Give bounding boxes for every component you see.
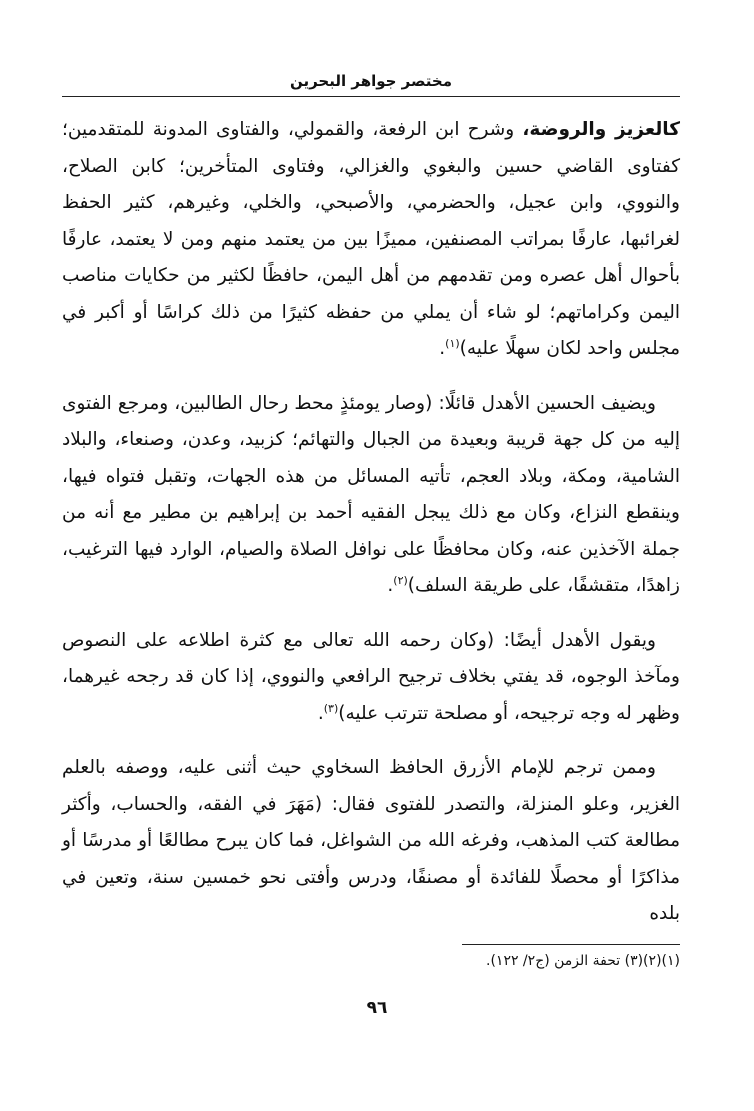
paragraph-2-text: ويضيف الحسين الأهدل قائلًا: (وصار يومئذٍ محط رحال الطالبين، ومرجع الفتوى إليه من كل جهة قريبة وبعيدة من الجبال والتهائم؛ كزبيد، وعدن، وصنعاء، والبلاد الشامية، ومكة، وبلاد العجم، تأتيه المسائل من هذه الجهات، وتقبل فتواه فيها، وينقطع النزاع، وكان مع ذلك يبجل الفقيه أحمد بن إبراهيم بن مطير مع أنه من جملة الآخذين عنه، وكان محافظًا على نوافل الصلاة والصيام، الوارد فيها الترغيب، زاهدًا، متقشفًا، على طريقة السلف) — [62, 392, 680, 596]
paragraph-1-text: وشرح ابن الرفعة، والقمولي، والفتاوى المدونة للمتقدمين؛ كفتاوى القاضي حسين والبغوي والغزالي، وفتاوى المتأخرين؛ كابن الصلاح، والنووي، وابن عجيل، والحضرمي، والأصبحي، والخلي، وغيرهم، كثير الحفظ لغرائبها، عارفًا بمراتب المصنفين، مميزًا بين من يعتمد منهم ومن لا يعتمد، عارفًا بأحوال أهل عصره ومن تقدمهم من أهل اليمن، حافظًا لكثير من حكايات مناصب اليمن وكراماتهم؛ لو شاء أن يملي من حفظه كثيرًا من ذلك كراسًا أو أكبر في مجلس واحد لكان سهلًا عليه) — [62, 119, 680, 359]
footnote-divider — [462, 944, 680, 945]
paragraph-2-end: . — [387, 575, 394, 596]
footnote-ref-3: (٣) — [323, 701, 339, 715]
paragraph-4-text: وممن ترجم للإمام الأزرق الحافظ السخاوي حيث أثنى عليه، ووصفه بالعلم الغزير، وعلو المنزلة، والتصدر للفتوى فقال: (مَهَرَ في الفقه، والحساب، وأكثر مطالعة كتب المذهب، وفرغه الله من الشواغل، فما كان يبرح مطالعًا أو مدرسًا أو مذاكرًا أو محصلًا للفائدة أو مصنفًا، ودرس وأفتى نحو خمسين سنة، وتعين في بلده — [62, 757, 680, 924]
paragraph-1 — [62, 112, 680, 368]
running-header: مختصر جواهر البحرين — [289, 72, 453, 90]
paragraph-3-end: . — [317, 702, 324, 724]
paragraph-2 — [62, 386, 680, 605]
paragraph-3 — [62, 623, 680, 733]
paragraph-4 — [62, 750, 680, 933]
body-text — [62, 112, 680, 951]
paragraph-3-text: ويقول الأهدل أيضًا: (وكان رحمه الله تعالى مع كثرة اطلاعه على النصوص ومآخذ الوجوه، قد يفتي بخلاف ترجيح الرافعي والنووي، إذا كان قد رجحه غيرهما، وظهر له وجه ترجيحه، أو مصلحة تترتب عليه) — [62, 629, 680, 724]
page-number: ٩٦ — [366, 998, 388, 1018]
paragraph-1-end: . — [439, 338, 446, 359]
header-divider — [62, 96, 680, 97]
footnote-ref-2: (٢) — [393, 573, 408, 587]
footnote-ref-1: (١) — [445, 336, 460, 350]
paragraph-1-bold-lead: كالعزيز والروضة، — [522, 119, 680, 140]
footnote: (١)(٢)(٣) تحفة الزمن (ج٢/ ١٢٢). — [486, 953, 680, 969]
